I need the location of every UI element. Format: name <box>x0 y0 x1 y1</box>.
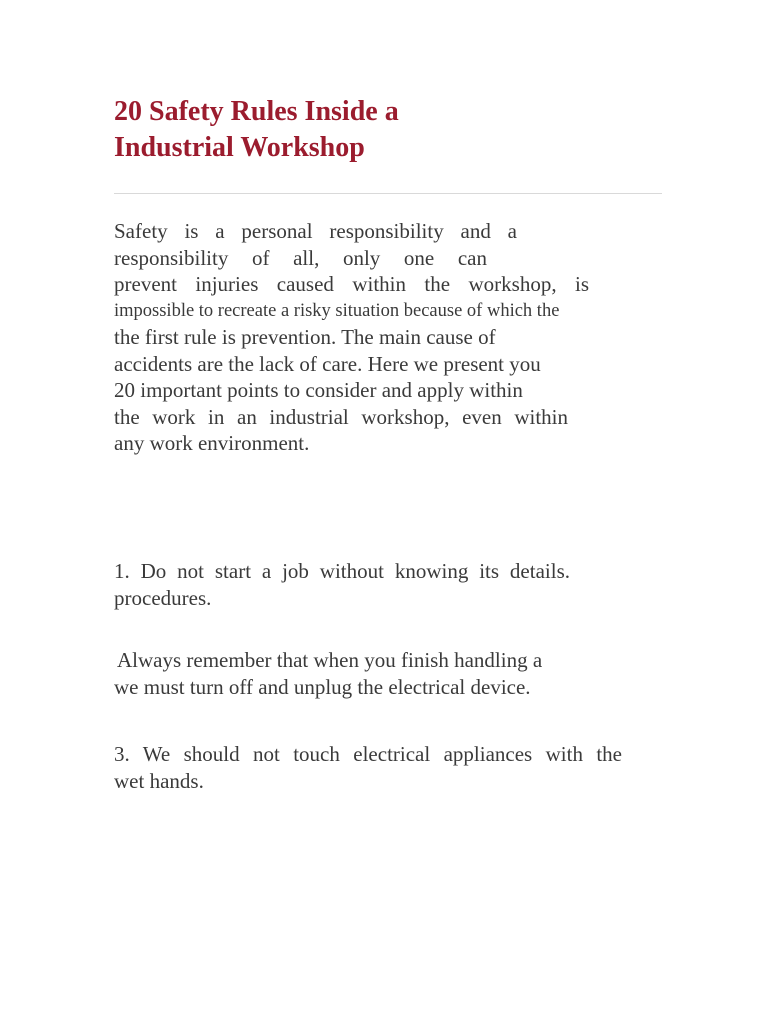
intro-line: prevent injuries caused within the workshop, is <box>114 272 589 296</box>
intro-line: 20 important points to consider and apply within <box>114 378 523 402</box>
intro-line: accidents are the lack of care. Here we present you <box>114 351 541 376</box>
rule-line: Always remember that when you finish handling a <box>117 648 543 672</box>
rule-1-paragraph <box>114 558 570 611</box>
title-line: 20 Safety Rules Inside a <box>114 96 399 127</box>
rule-line: procedures. <box>114 585 212 610</box>
rule-line: 1. Do not start a job without knowing its details. <box>114 559 570 583</box>
rule-line: wet hands. <box>114 768 204 793</box>
intro-paragraph <box>114 218 623 457</box>
rule-2-paragraph <box>114 647 585 700</box>
title-line: Industrial Workshop <box>114 132 365 163</box>
intro-line: the work in an industrial workshop, even within <box>114 404 568 429</box>
title-divider <box>114 193 662 194</box>
intro-line: responsibility of all, only one can <box>114 245 487 270</box>
rule-line: 3. We should not touch electrical appliances with the <box>114 742 622 766</box>
rule-3-paragraph <box>114 741 622 794</box>
intro-line: the first rule is prevention. The main cause of <box>114 325 496 349</box>
document-title <box>114 94 674 166</box>
intro-line: impossible to recreate a risky situation because of which the <box>114 300 560 321</box>
intro-line: Safety is a personal responsibility and a <box>114 219 517 243</box>
rule-line: we must turn off and unplug the electrical device. <box>114 674 531 699</box>
intro-line: any work environment. <box>114 431 310 455</box>
